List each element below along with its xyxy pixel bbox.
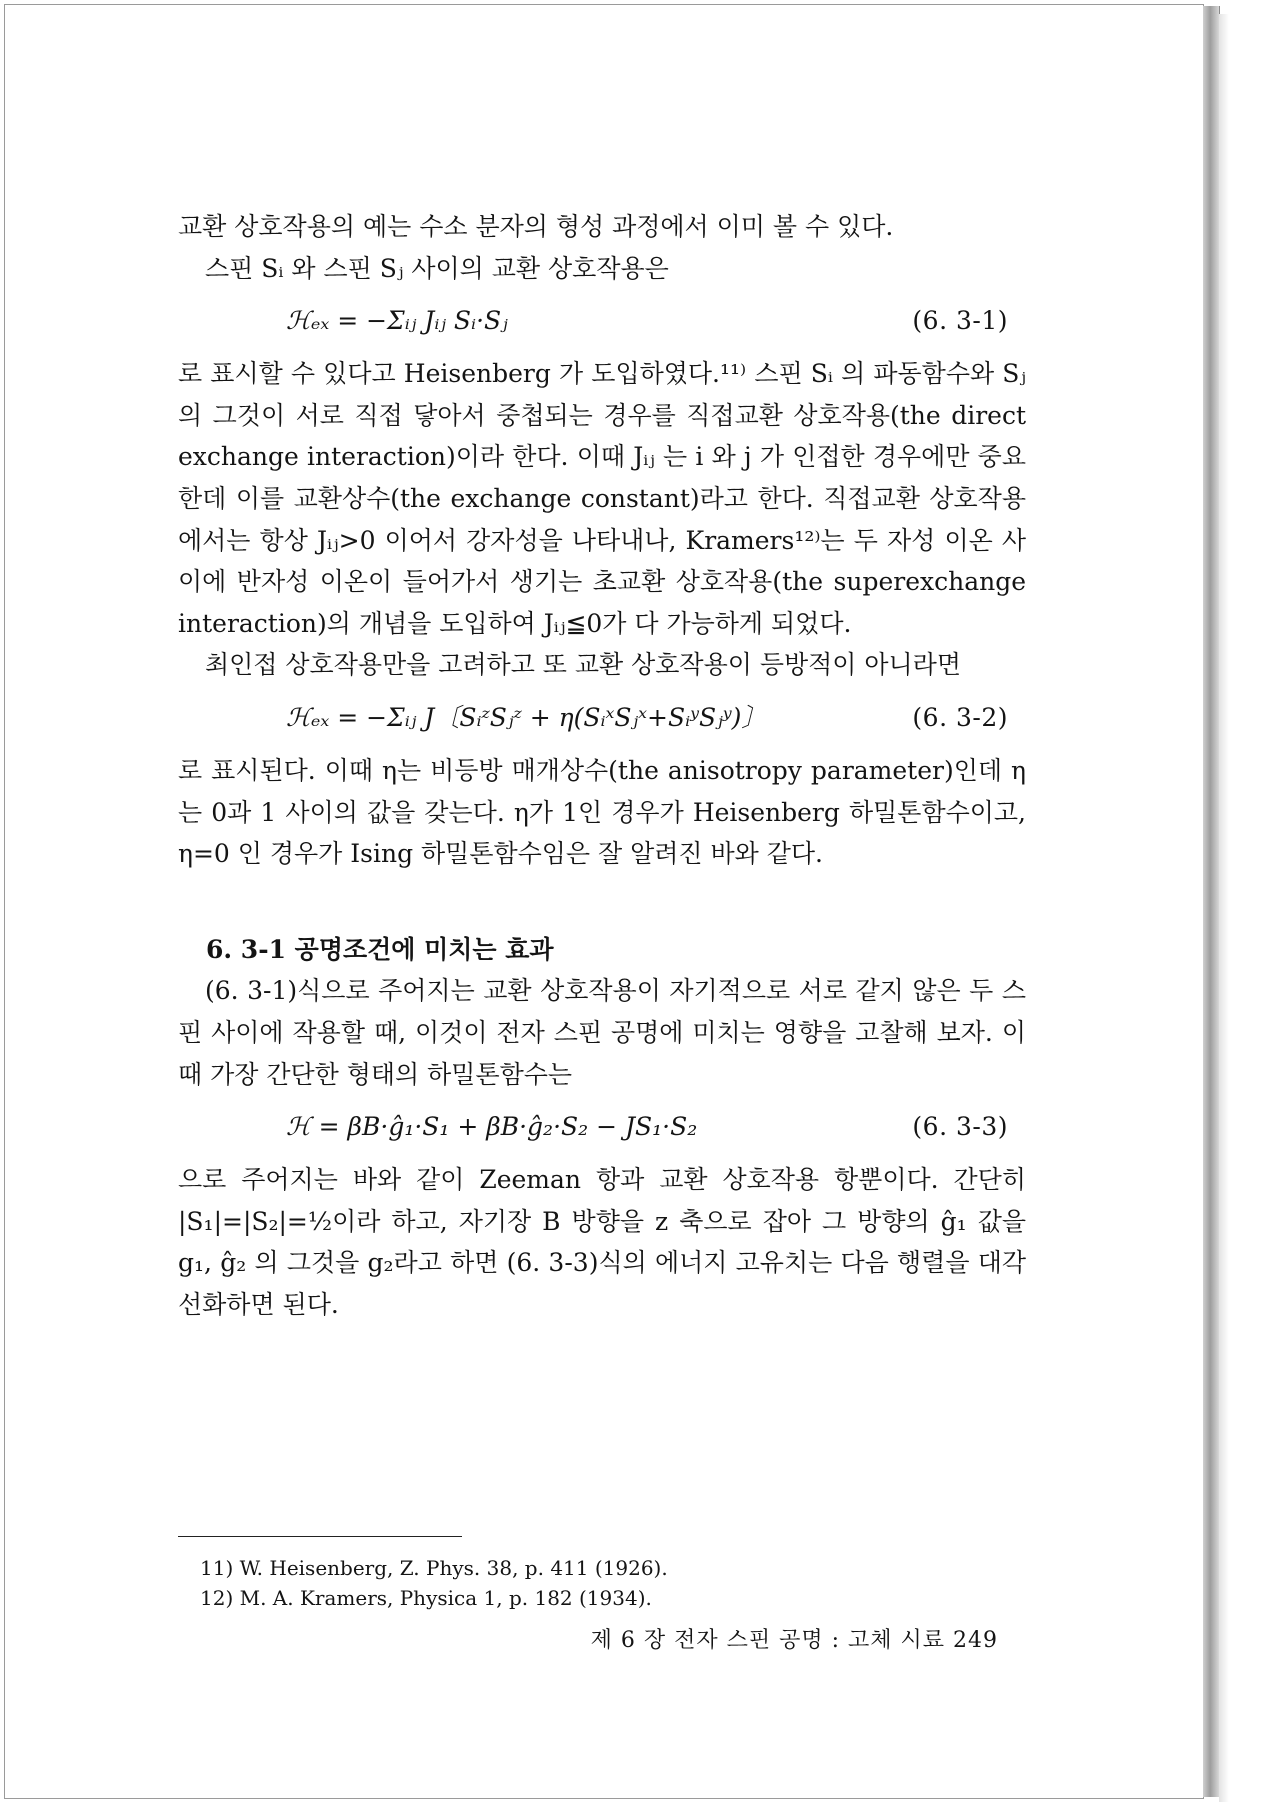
paragraph-1a: 교환 상호작용의 예는 수소 분자의 형성 과정에서 이미 볼 수 있다. (178, 212, 894, 241)
paragraph-6: 으로 주어지는 바와 같이 Zeeman 항과 교환 상호작용 항뿐이다. 간단히 |S₁|=|S₂|=½이라 하고, 자기장 B 방향을 z 축으로 잡아 그 방향의 ĝ₁ 값을 g₁, ĝ₂ 의 그것을 g₂라고 하면 (6. 3-3)식의 에너지 고유치는 다음 행렬을 대각선화하면 된다. (178, 1165, 1026, 1319)
footnotes (178, 1536, 1026, 1613)
footnote-11: 11) W. Heisenberg, Z. Phys. 38, p. 411 (1926). (200, 1556, 668, 1580)
equation-formula: ℋ = βB·ĝ₁·S₁ + βB·ĝ₂·S₂ − JS₁·S₂ (286, 1112, 698, 1142)
equation-formula: ℋₑₓ = −Σᵢⱼ Jᵢⱼ Sᵢ·Sⱼ (286, 306, 508, 336)
equation-formula: ℋₑₓ = −Σᵢⱼ J〔SᵢᶻSⱼᶻ + η(SᵢˣSⱼˣ+SᵢʸSⱼʸ)〕 (286, 703, 767, 733)
paragraph-5: (6. 3-1)식으로 주어지는 교환 상호작용이 자기적으로 서로 같지 않은 두 스핀 사이에 작용할 때, 이것이 전자 스핀 공명에 미치는 영향을 고찰해 보자. 이때 가장 간단한 형태의 하밀톤함수는 (178, 976, 1026, 1089)
section-heading: 6. 3-1 공명조건에 미치는 효과 (206, 934, 554, 964)
footnote-rule (178, 1536, 462, 1537)
body-text (178, 206, 1026, 1325)
paragraph-1b: 스핀 Sᵢ 와 스핀 Sⱼ 사이의 교환 상호작용은 (205, 253, 669, 283)
page-shadow (1219, 14, 1229, 1802)
equation-number: (6. 3-2) (912, 703, 1008, 733)
paragraph-3: 최인접 상호작용만을 고려하고 또 교환 상호작용이 등방적이 아니라면 (205, 650, 961, 680)
paragraph-2: 로 표시할 수 있다고 Heisenberg 가 도입하였다.¹¹⁾ 스핀 Sᵢ 의 파동함수와 Sⱼ 의 그것이 서로 직접 닿아서 중첩되는 경우를 직접교환 상호작용(the direct exchange interaction)이라 한다. 이때 Jᵢⱼ 는 i 와 j 가 인접한 경우에만 중요한데 이를 교환상수(the exchange constant)라고 한다. 직접교환 상호작용에서는 항상 Jᵢⱼ>0 이어서 강자성을 나타내나, Kramers¹²⁾는 두 자성 이온 사이에 반자성 이온이 들어가서 생기는 초교환 상호작용(the superexchange interaction)의 개념을 도입하여 Jᵢⱼ≦0가 다 가능하게 되었다. (178, 359, 1026, 638)
footnote-12: 12) M. A. Kramers, Physica 1, p. 182 (1934). (200, 1586, 652, 1610)
page-edge (1203, 6, 1220, 1797)
paragraph-4: 로 표시된다. 이때 η는 비등방 매개상수(the anisotropy parameter)인데 η는 0과 1 사이의 값을 갖는다. η가 1인 경우가 Heisenberg 하밀톤함수이고, η=0 인 경우가 Ising 하밀톤함수임은 잘 알려진 바와 같다. (178, 755, 1026, 869)
equation-number: (6. 3-1) (912, 306, 1008, 336)
equation-6-3-1 (178, 289, 1026, 353)
equation-6-3-2 (178, 686, 1026, 750)
equation-6-3-3 (178, 1095, 1026, 1159)
equation-number: (6. 3-3) (912, 1112, 1008, 1142)
running-footer: 제 6 장 전자 스핀 공명 : 고체 시료 249 (590, 1628, 998, 1653)
